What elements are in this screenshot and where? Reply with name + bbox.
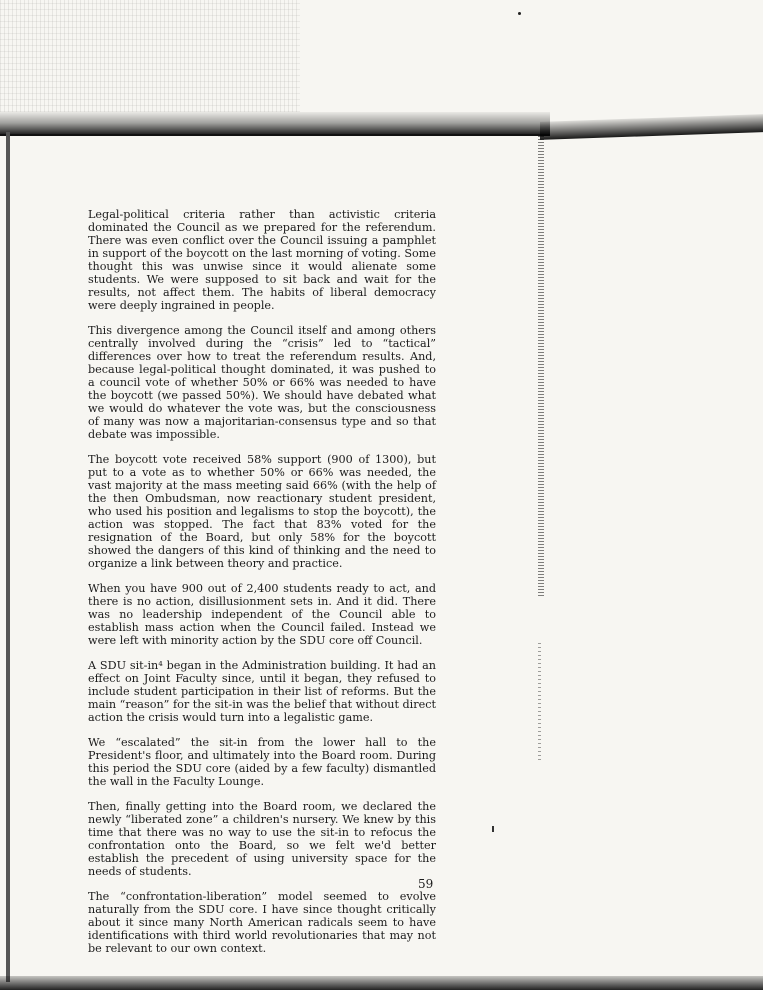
scan-shadow-bottom	[0, 976, 763, 990]
paragraph-7: Then, finally getting into the Board room, we declared the newly “liberated zone” a children's nursery. We knew by this time that there was no way to use the sit-in to refocus the confrontation onto the Board, so we felt we'd better establish the precedent of using university space for the needs of students.	[88, 800, 436, 878]
body-text	[88, 208, 436, 967]
paragraph-8: The “confrontation-liberation” model seemed to evolve naturally from the SDU core. I have since thought critically about it since many North American radicals seem to have identifications with third world revolutionaries that may not be relevant to our own context.	[88, 890, 436, 955]
scan-shadow-top	[0, 112, 550, 136]
scan-artifact-right-lower	[538, 640, 541, 760]
scan-mark	[492, 826, 494, 832]
paragraph-3: The boycott vote received 58% support (900 of 1300), but put to a vote as to whether 50% or 66% was needed, the vast majority at the mass meeting said 66% (with the help of the then Ombudsman, now reactionary student president, who used his position and legalisms to stop the boycott), the action was stopped. The fact that 83% voted for the resignation of the Board, but only 58% for the boycott showed the dangers of this kind of thinking and the need to organize a link between theory and practice.	[88, 453, 436, 570]
page-left-edge	[6, 132, 10, 982]
scan-speck	[518, 12, 521, 15]
paragraph-4: When you have 900 out of 2,400 students ready to act, and there is no action, disillusionment sets in. And it did. There was no leadership independent of the Council able to establish mass action when the Council failed. Instead we were left with minority action by the SDU core off Council.	[88, 582, 436, 647]
scan-shadow-top-right	[540, 114, 763, 140]
paragraph-6: We “escalated” the sit-in from the lower hall to the President's floor, and ultimately into the Board room. During this period the SDU core (aided by a few faculty) dismantled the wall in the Faculty Lounge.	[88, 736, 436, 788]
page-number: 59	[418, 877, 434, 891]
scan-artifact-top-left	[0, 0, 300, 112]
paragraph-5: A SDU sit-in⁴ began in the Administration building. It had an effect on Joint Faculty since, until it began, they refused to include student participation in their list of reforms. But the main “reason” for the sit-in was the belief that without direct action the crisis would turn into a legalistic game.	[88, 659, 436, 724]
paragraph-2: This divergence among the Council itself and among others centrally involved during the “crisis” led to “tactical” differences over how to treat the referendum results. And, because legal-political thought dominated, it was pushed to a council vote of whether 50% or 66% was needed to have the boycott (we passed 50%). We should have debated what we would do whatever the vote was, but the consciousness of many was now a majoritarian-consensus type and so that debate was impossible.	[88, 324, 436, 441]
paragraph-1: Legal-political criteria rather than activistic criteria dominated the Council as we prepared for the referendum. There was even conflict over the Council issuing a pamphlet in support of the boycott on the last morning of voting. Some thought this was unwise since it would alienate some students. We were supposed to sit back and wait for the results, not affect them. The habits of liberal democracy were deeply ingrained in people.	[88, 208, 436, 312]
scan-artifact-right	[538, 136, 544, 596]
